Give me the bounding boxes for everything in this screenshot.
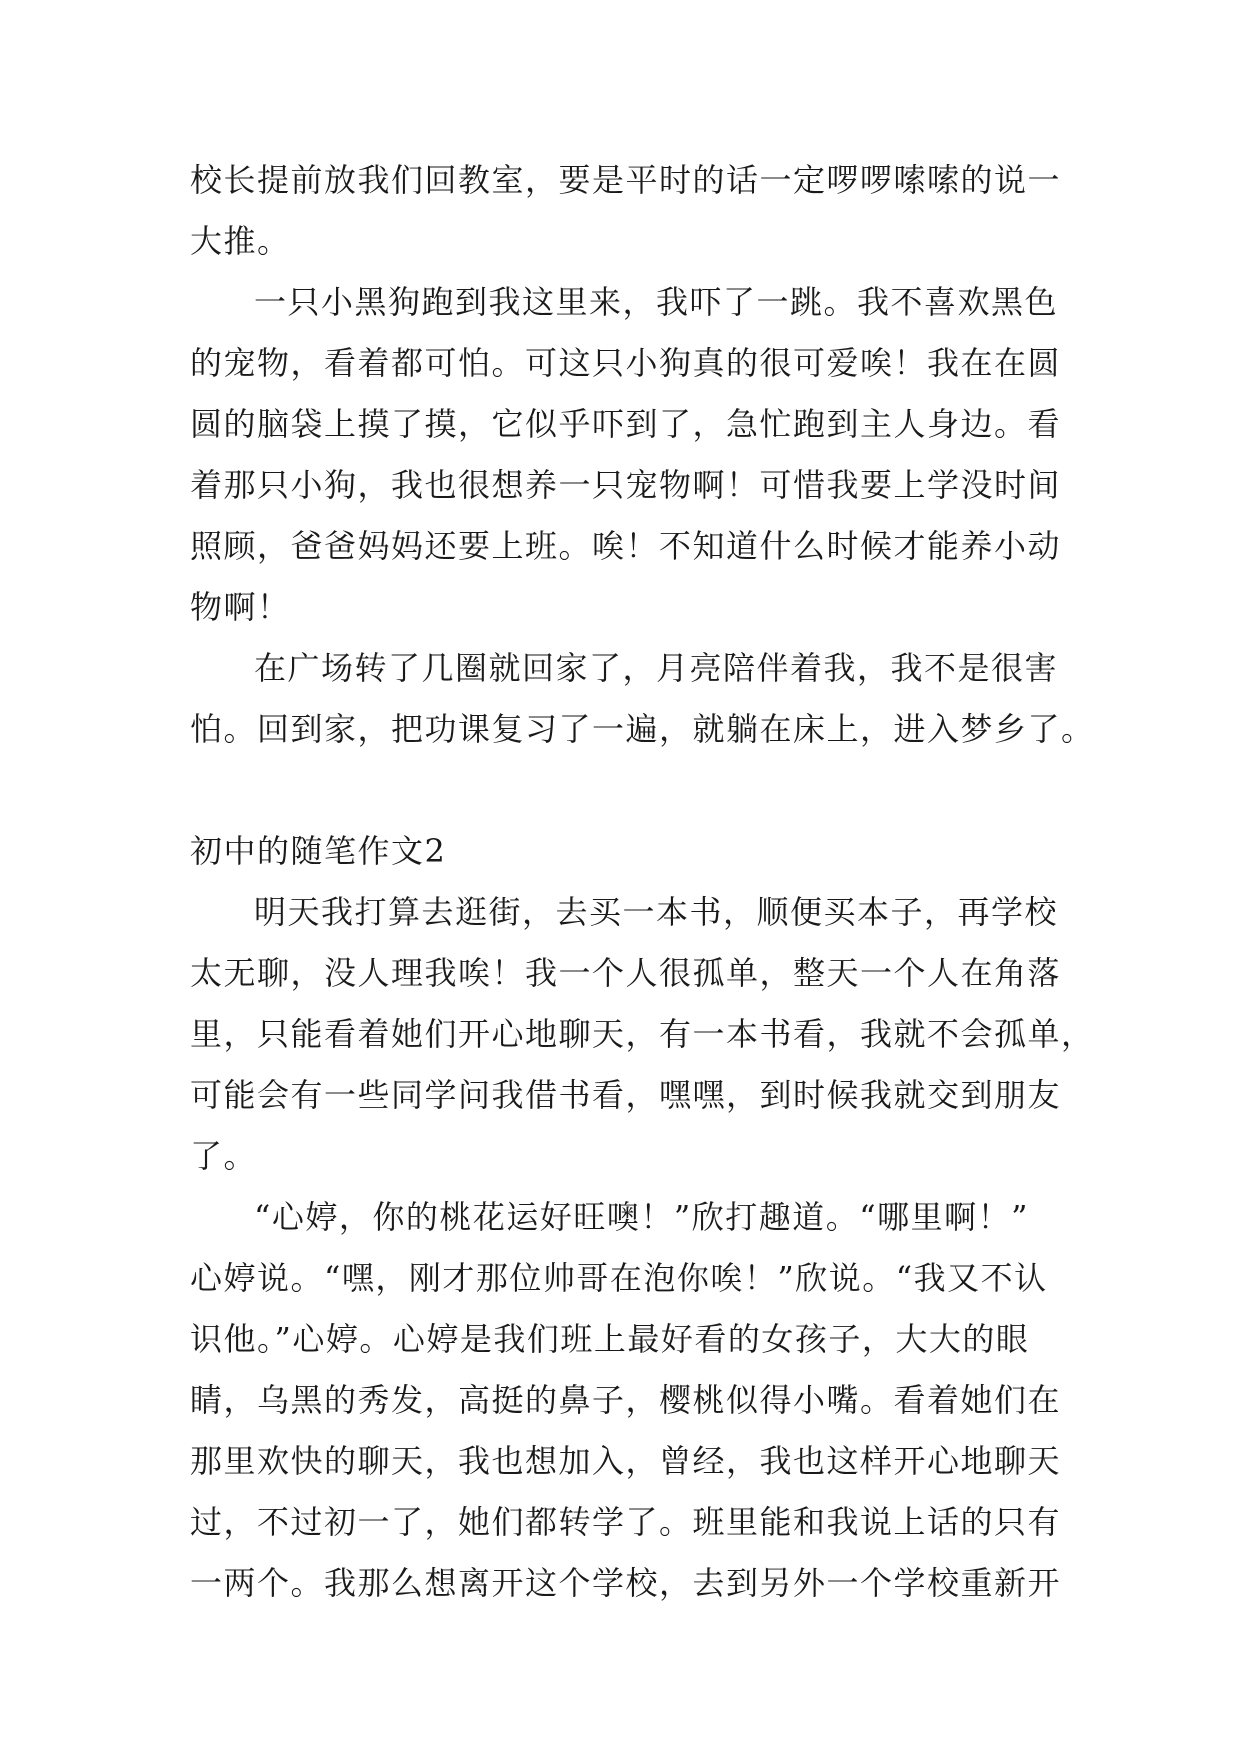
text-line: 可能会有一些同学问我借书看，嘿嘿，到时候我就交到朋友 [190,1076,1062,1114]
text-line: 在广场转了几圈就回家了，月亮陪伴着我，我不是很害 [254,649,1059,687]
text-line: 一两个。我那么想离开这个学校，去到另外一个学校重新开 [190,1564,1062,1602]
section-title: 初中的随笔作文2 [190,832,447,870]
paragraph-4 [190,882,1095,1187]
text-line: 太无聊，没人理我唉！我一个人很孤单，整天一个人在角落 [190,954,1062,992]
text-line: 明天我打算去逛街，去买一本书，顺便买本子，再学校 [254,893,1059,931]
text-line: 了。 [190,1137,258,1175]
document-body [190,150,1095,1614]
paragraph-2 [190,272,1062,638]
text-line: 一只小黑狗跑到我这里来，我吓了一跳。我不喜欢黑色 [254,283,1059,321]
text-line: 照顾，爸爸妈妈还要上班。唉！不知道什么时候才能养小动 [190,527,1062,565]
text-line: 过，不过初一了，她们都转学了。班里能和我说上话的只有 [190,1503,1062,1541]
text-line: 的宠物，看着都可怕。可这只小狗真的很可爱唉！我在在圆 [190,344,1062,382]
text-line: 那里欢快的聊天，我也想加入，曾经，我也这样开心地聊天 [190,1442,1062,1480]
paragraph-5 [190,1187,1062,1614]
text-line: 圆的脑袋上摸了摸，它似乎吓到了，急忙跑到主人身边。看 [190,405,1062,443]
text-line: 识他。”心婷。心婷是我们班上最好看的女孩子，大大的眼 [190,1320,1030,1358]
text-line: 睛，乌黑的秀发，高挺的鼻子，樱桃似得小嘴。看着她们在 [190,1381,1062,1419]
text-line: “心婷，你的桃花运好旺噢！”欣打趣道。“哪里啊！” [254,1198,1029,1236]
text-line: 物啊！ [190,588,291,626]
text-line: 怕。回到家，把功课复习了一遍，就躺在床上，进入梦乡了。 [190,710,1095,748]
text-line: 着那只小狗，我也很想养一只宠物啊！可惜我要上学没时间 [190,466,1062,504]
text-line: 心婷说。“嘿，刚才那位帅哥在泡你唉！”欣说。“我又不认 [190,1259,1048,1297]
text-line: 里，只能看着她们开心地聊天，有一本书看，我就不会孤单， [190,1015,1095,1053]
text-line: 大推。 [190,222,291,260]
paragraph-1 [190,150,1062,272]
paragraph-3 [190,638,1095,760]
blank-line [190,760,1054,821]
text-line: 校长提前放我们回教室，要是平时的话一定啰啰嗦嗦的说一 [190,161,1062,199]
